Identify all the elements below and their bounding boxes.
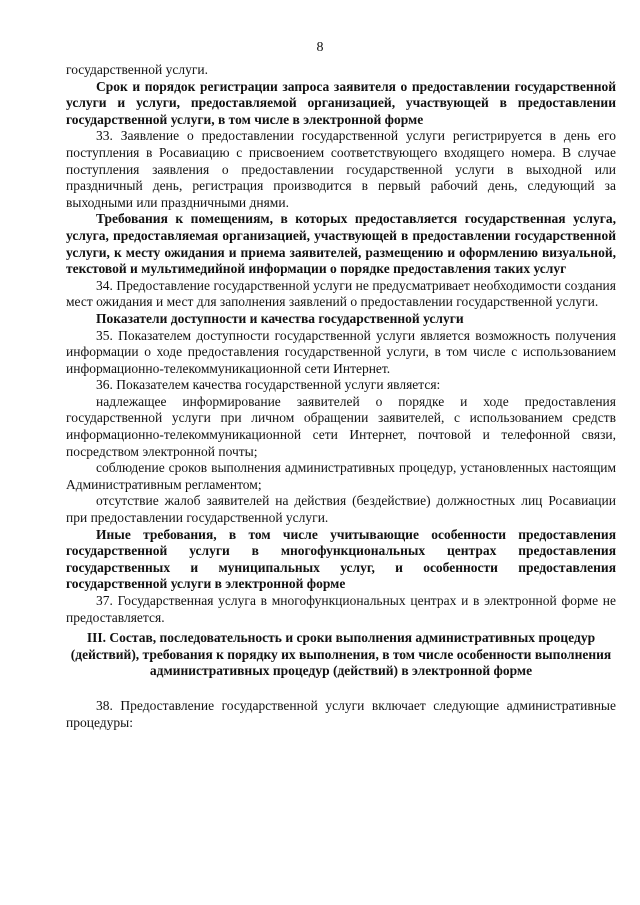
paragraph: соблюдение сроков выполнения административных процедур, установленных настоящим Административным регламентом;: [66, 460, 616, 492]
paragraph: 34. Предоставление государственной услуги не предусматривает необходимости создания мест ожидания и мест для заполнения заявлений о предоставлении государственной услуги.: [66, 277, 616, 310]
paragraph: 33. Заявление о предоставлении государственной услуги регистрируется в день его поступления в Росавиацию с присвоением соответствующего входящего номера. В случае поступления заявления о предоставлении государственной услуги в выходной или праздничный день, регистрация производится в первый рабочий день, следующий за выходными или праздничными днями.: [66, 128, 616, 210]
page-number: 8: [316, 40, 324, 55]
subsection-heading: Срок и порядок регистрации запроса заявителя о предоставлении государственной услуги и услуги, предоставляемой организацией, участвующей в предоставлении государственной услуги, в том числе в электронной форме: [66, 78, 616, 127]
subsection-heading: Иные требования, в том числе учитывающие особенности предоставления государственной услуги в многофункциональных центрах предоставления государственных и муниципальных услуг, и особенности предоставления государственной услуги в электронной форме: [66, 526, 616, 592]
subsection-heading: Требования к помещениям, в которых предоставляется государственная услуга, услуга, предоставляемая организацией, участвующей в предоставлении государственной услуги, к месту ожидания и приема заявителей, размещению и оформлению визуальной, текстовой и мультимедийной информации о порядке предоставления таких услуг: [66, 211, 616, 277]
paragraph: 36. Показателем качества государственной услуги является:: [96, 377, 441, 393]
paragraph: 37. Государственная услуга в многофункциональных центрах и в электронной форме не предоставляется.: [66, 593, 616, 625]
document-body: [66, 62, 616, 731]
section-heading: III. Состав, последовательность и сроки выполнения административных процедур (действий), требования к порядку их выполнения, в том числе особенности выполнения административных процедур (действий) в электронной форме: [70, 630, 612, 679]
paragraph: 35. Показателем доступности государственной услуги является возможность получения информации о ходе предоставления государственной услуги, в том числе с использованием информационно-телекоммуникационной сети Интернет.: [66, 327, 616, 376]
spacer: [66, 680, 616, 698]
subsection-heading: Показатели доступности и качества государственной услуги: [96, 310, 464, 326]
paragraph: надлежащее информирование заявителей о порядке и ходе предоставления государственной услуги при личном обращении заявителей, с использованием средств информационно-телекоммуникационной сети Интернет, почтовой и телефонной связи, посредством электронной почты;: [66, 393, 616, 459]
paragraph: отсутствие жалоб заявителей на действия (бездействие) должностных лиц Росавиации при предоставлении государственной услуги.: [66, 493, 616, 526]
continued-text: государственной услуги.: [66, 62, 208, 77]
paragraph: 38. Предоставление государственной услуги включает следующие административные процедуры:: [66, 697, 616, 730]
